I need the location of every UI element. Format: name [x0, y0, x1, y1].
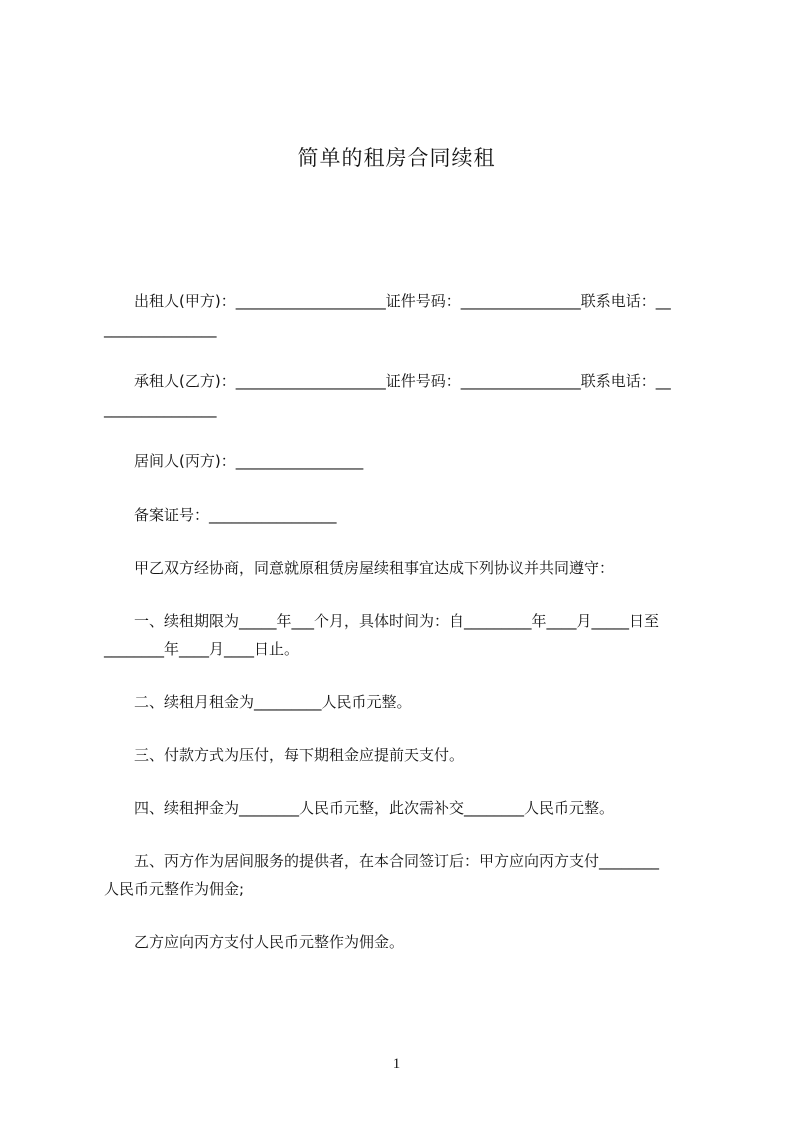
clause-5-line-1 [104, 847, 704, 875]
agent-text: 居间人(丙方)：_________________ [134, 452, 364, 470]
clause-5-cont-text: 乙方应向丙方支付人民币元整作为佣金。 [134, 933, 405, 951]
record-number-text: 备案证号：_________________ [134, 506, 337, 524]
record-number-line [104, 501, 704, 529]
clause-4-text: 四、续租押金为________人民币元整，此次需补交________人民币元整。 [134, 799, 615, 817]
lessor-line-1 [104, 287, 704, 315]
clause-5-line-2: 人民币元整作为佣金; [104, 880, 245, 898]
lessor-line-2: _______________ [104, 320, 217, 338]
clause-5-continuation [104, 928, 704, 956]
agent-line [104, 447, 704, 475]
clause-2 [104, 688, 704, 716]
clause-3-text: 三、付款方式为压付，每下期租金应提前天支付。 [134, 746, 465, 764]
lessee-text: 承租人(乙方)：____________________证件号码：________________联系电话：__ [134, 372, 671, 390]
page-number: 1 [392, 1056, 401, 1072]
lessee-line-1 [104, 367, 704, 395]
clause-1-line-2: ________年____月____日止。 [104, 640, 300, 658]
intro-paragraph [104, 554, 704, 582]
clause-5-text: 五、丙方作为居间服务的提供者，在本合同签订后：甲方应向丙方支付________ [134, 852, 660, 870]
clause-2-text: 二、续租月租金为_________人民币元整。 [134, 693, 412, 711]
clause-1-text: 一、续租期限为_____年___个月，具体时间为：自_________年____月_____日至 [134, 612, 660, 630]
clause-1-line-1 [104, 607, 704, 635]
clause-3 [104, 741, 704, 769]
lessee-line-2: _______________ [104, 400, 217, 418]
document-title: 简单的租房合同续租 [297, 146, 496, 170]
clause-4 [104, 794, 704, 822]
intro-text: 甲乙双方经协商，同意就原租赁房屋续租事宜达成下列协议并共同遵守： [134, 559, 615, 577]
lessor-text: 出租人(甲方)：____________________证件号码：________________联系电话：__ [134, 292, 671, 310]
